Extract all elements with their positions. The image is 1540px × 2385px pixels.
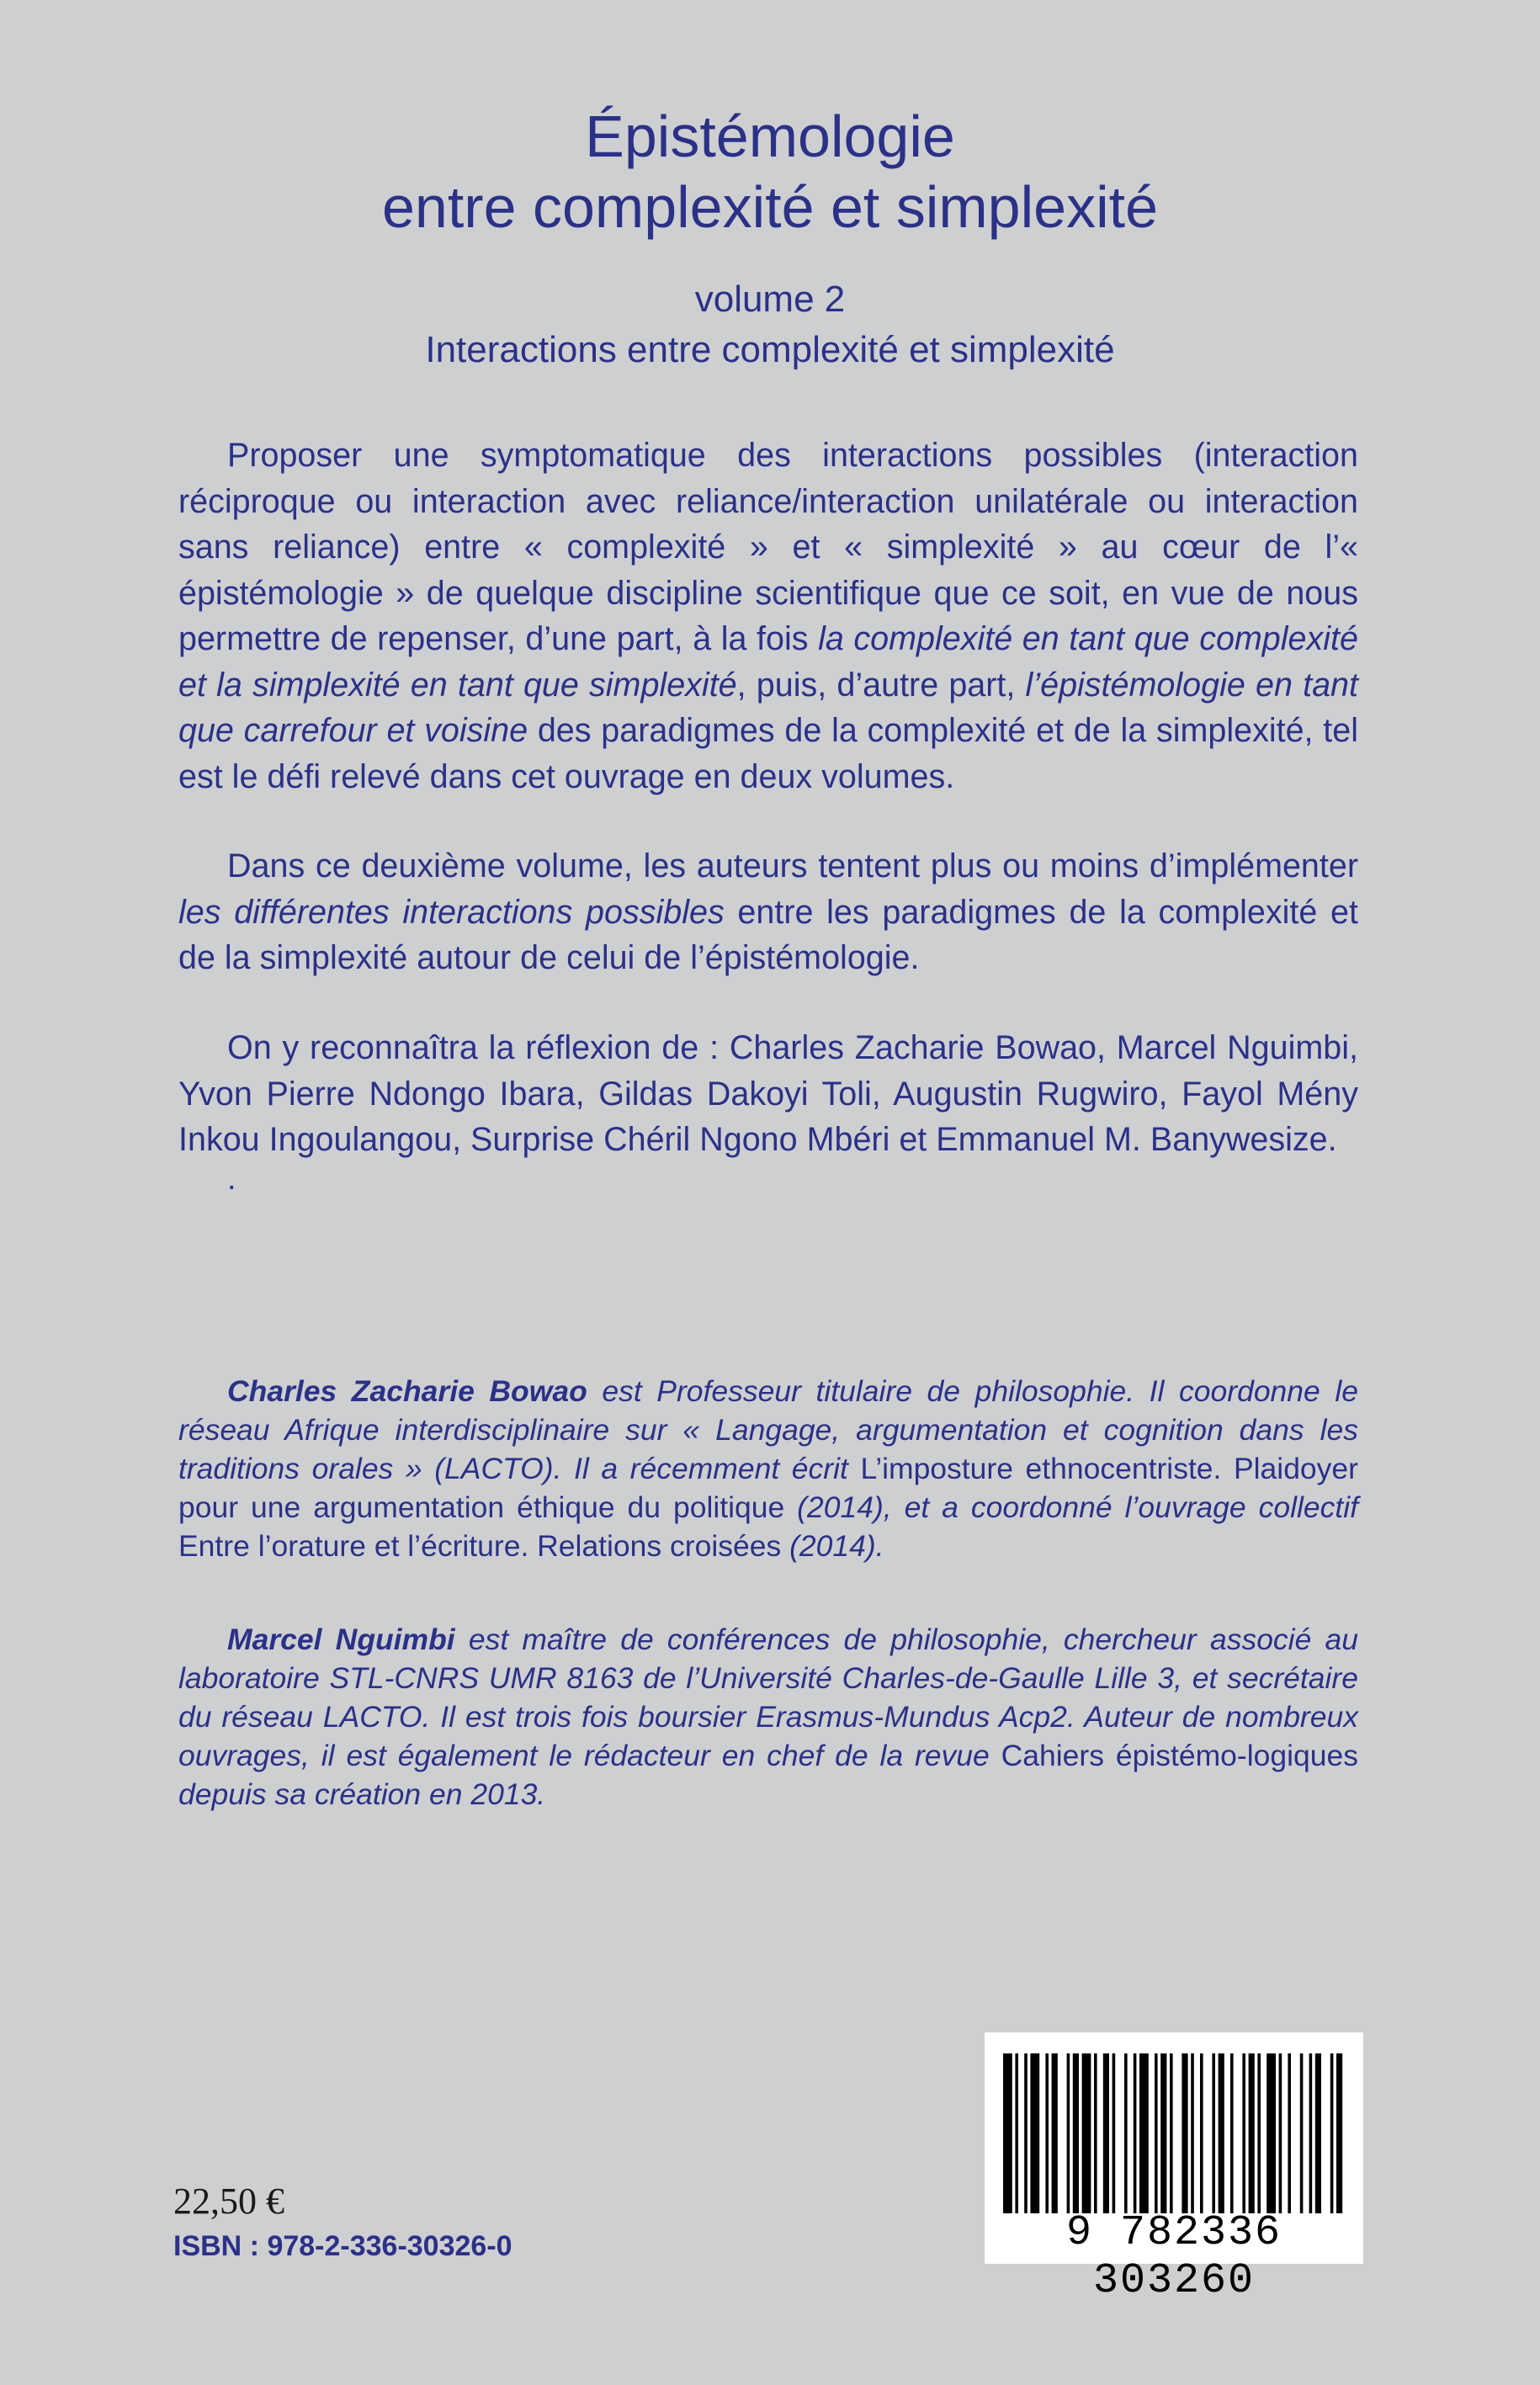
isbn: ISBN : 978-2-336-30326-0 <box>173 2230 512 2262</box>
p1-text-c: , puis, d’autre part, <box>736 666 1026 704</box>
stray-dot: . <box>227 1161 236 1197</box>
barcode-bar <box>1094 2053 1097 2213</box>
barcode-bar <box>1015 2053 1018 2213</box>
bio2-text-a: est maître de conférences de philosophie, chercheur associé au laboratoire STL-CNRS UMR 8163 de l’Université Charles-de-Gaulle Lille 3, et secrétaire du réseau LACTO. Il est trois fois boursier Erasmus-Mundus Acp2. Auteur de nombreux ouvrages, il est également le rédacteur en chef de la revue <box>178 1623 1359 1772</box>
author-bio-1 <box>178 1372 1358 1565</box>
barcode-bar <box>1073 2053 1079 2213</box>
barcode-bar <box>1257 2053 1261 2213</box>
barcode-bar <box>1279 2053 1282 2213</box>
bio2-journal: Cahiers épistémo-logiques <box>1001 1739 1358 1772</box>
barcode-bar <box>1242 2053 1245 2213</box>
p1-text-e: des paradigmes de la complexité et de la simplexité, tel est le défi relevé dans cet ouvrage en deux volumes. <box>178 712 1358 795</box>
barcode-bar <box>1309 2053 1313 2213</box>
title-line-1: Épistémologie <box>585 104 955 169</box>
barcode-digits: 9 782336 303260 <box>1065 2209 1282 2305</box>
barcode-bar <box>1160 2053 1166 2213</box>
barcode-bar <box>1330 2053 1334 2213</box>
contributors-paragraph <box>178 1025 1358 1163</box>
p1-italic-b: la complexité en tant que complexité et la simplexité en tant que simplexité <box>178 620 1358 704</box>
barcode-bar <box>1155 2053 1158 2213</box>
contributors-text: On y reconnaîtra la réflexion de : Charles Zacharie Bowao, Marcel Nguimbi, Yvon Pierre Ndongo Ibara, Gildas Dakoyi Toli, Augustin Rugwiro, Fayol Mény Inkou Ingoulangou, Surprise Chéril Ngono Mbéri et Emmanuel M. Banywesize. <box>178 1029 1358 1158</box>
p2-text-c: entre les paradigmes de la complexité et de la simplexité autour de celui de l’épistémologie. <box>178 893 1358 976</box>
barcode-bar <box>1124 2053 1128 2213</box>
bio1-text-a: est Professeur titulaire de philosophie. Il coordonne le réseau Afrique interdisciplinaire sur « Langage, argumentation et cognition dans les traditions orales » (LACTO). Il a récemment écrit <box>178 1374 1358 1485</box>
summary-paragraph-2 <box>178 843 1358 981</box>
bio2-text-c: depuis sa création en 2013. <box>178 1777 546 1811</box>
title-line-2: entre complexité et simplexité <box>381 174 1159 240</box>
author-bio-2 <box>178 1620 1358 1814</box>
barcode-bar <box>1139 2053 1149 2213</box>
barcode-bar <box>1315 2053 1321 2213</box>
bio1-book-2: Entre l’orature et l’écriture. Relations croisées <box>178 1529 782 1563</box>
barcode-bar <box>1267 2053 1276 2213</box>
volume-label: volume 2 <box>694 279 846 320</box>
barcode-bar <box>1249 2053 1255 2213</box>
barcode-bar <box>1082 2053 1091 2213</box>
barcode-bar <box>1170 2053 1173 2213</box>
barcode-bar <box>1200 2053 1203 2213</box>
barcode-bar <box>1003 2053 1012 2213</box>
summary-paragraph-1 <box>178 433 1358 799</box>
bio1-name: Charles Zacharie Bowao <box>227 1374 587 1408</box>
barcode-bar <box>1045 2053 1049 2213</box>
barcode-bar <box>1336 2053 1342 2213</box>
barcode-bar <box>1067 2053 1070 2213</box>
barcode-bars <box>1000 2053 1348 2213</box>
barcode <box>985 2032 1363 2305</box>
price: 22,50 € <box>173 2180 284 2222</box>
barcode-bar <box>1230 2053 1234 2213</box>
bio1-text-e: (2014). <box>781 1529 884 1563</box>
barcode-bar <box>1024 2053 1028 2213</box>
bio1-text-c: (2014), et a coordonné l’ouvrage collectif <box>784 1490 1358 1524</box>
barcode-bar <box>1219 2053 1224 2213</box>
volume-subtitle: Interactions entre complexité et simplexité <box>425 329 1115 370</box>
barcode-bar <box>1191 2053 1194 2213</box>
barcode-bar <box>1300 2053 1304 2213</box>
barcode-bar <box>1212 2053 1215 2213</box>
barcode-bar <box>1182 2053 1187 2213</box>
p2-italic-b: les différentes interactions possibles <box>178 893 725 931</box>
barcode-bar <box>1103 2053 1109 2213</box>
p1-text-a: Proposer une symptomatique des interactions possibles (interaction réciproque ou interaction avec reliance/interaction unilatérale ou interaction sans reliance) entre « complexité » et « simplexité » au cœur de l’« épistémologie » de quelque discipline scientifique que ce soit, en vue de nous permettre de repenser, d’une part, à la fois <box>178 437 1358 657</box>
barcode-bar <box>1113 2053 1116 2213</box>
barcode-bar <box>1052 2053 1058 2213</box>
bio1-book-1: L’imposture ethnocentriste. Plaidoyer pour une argumentation éthique du politique <box>178 1452 1358 1524</box>
barcode-bar <box>1288 2053 1291 2213</box>
p1-italic-d: l’épistémologie en tant que carrefour et voisine <box>178 666 1358 749</box>
barcode-bar <box>1134 2053 1137 2213</box>
barcode-bar <box>1030 2053 1039 2213</box>
bio2-name: Marcel Nguimbi <box>227 1623 455 1656</box>
p2-text-a: Dans ce deuxième volume, les auteurs tentent plus ou moins d’implémenter <box>227 847 1358 884</box>
